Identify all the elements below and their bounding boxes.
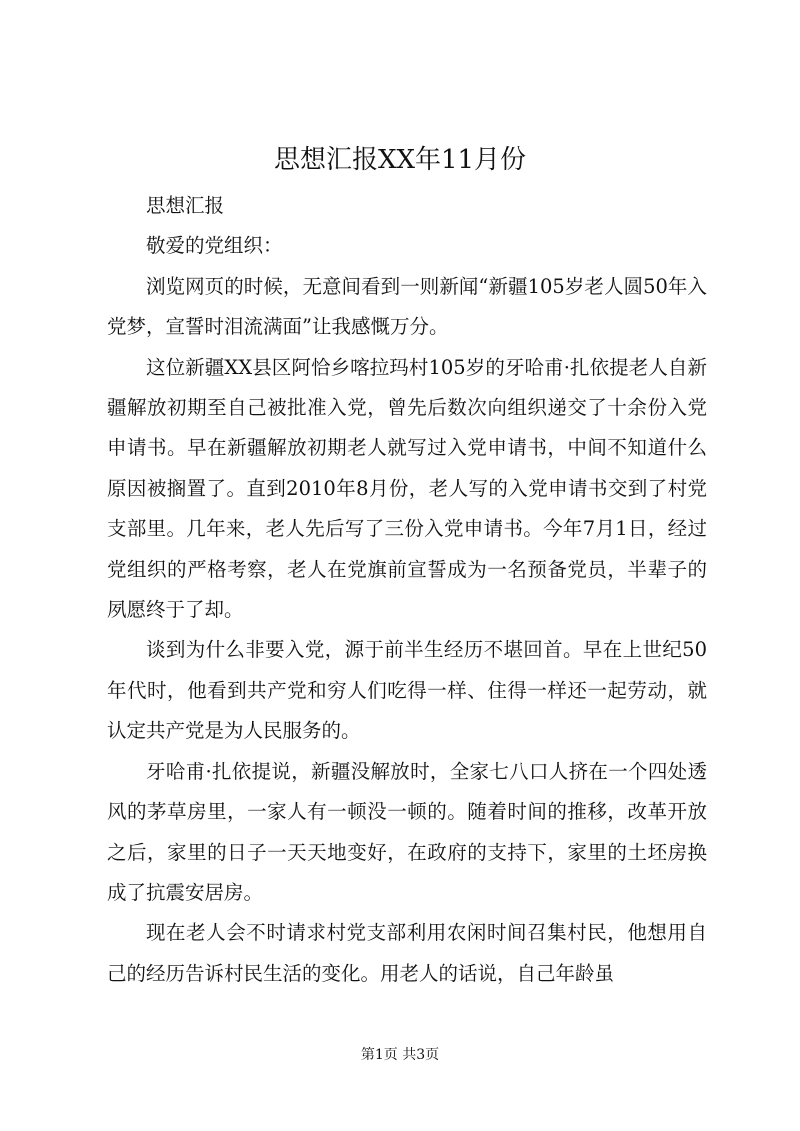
page-title: 思想汇报XX年11月份: [273, 145, 527, 175]
page-number-footer: 第1页 共3页: [360, 1047, 440, 1063]
paragraph-2: 这位新疆XX县区阿恰乡喀拉玛村105岁的牙哈甫·扎依提老人自新疆解放初期至自己被批准入党，曾先后数次向组织递交了十余份入党申请书。早在新疆解放初期老人就写过入党申请书，中间不知道什么原因被搁置了。直到2010年8月份，老人写的入党申请书交到了村党支部里。几年来，老人先后写了三份入党申请书。今年7月1日，经过党组织的严格考察，老人在党旗前宣誓成为一名预备党员，半辈子的夙愿终于了却。: [107, 355, 707, 622]
paragraph-1: 浏览网页的时候，无意间看到一则新闻“新疆105岁老人圆50年入党梦，宣誓时泪流满面”让我感慨万分。: [107, 274, 707, 339]
paragraph-5: 现在老人会不时请求村党支部利用农闲时间召集村民，他想用自己的经历告诉村民生活的变化。用老人的话说，自己年龄虽: [107, 921, 707, 985]
document-body: [107, 186, 707, 994]
paragraph-3: 谈到为什么非要入党，源于前半生经历不堪回首。早在上世纪50年代时，他看到共产党和穷人们吃得一样、住得一样还一起劳动，就认定共产党是为人民服务的。: [107, 638, 707, 743]
paragraph-4: 牙哈甫·扎依提说，新疆没解放时，全家七八口人挤在一个四处透风的茅草房里，一家人有一顿没一顿的。随着时间的推移，改革开放之后，家里的日子一天天地变好，在政府的支持下，家里的土坯房换成了抗震安居房。: [107, 759, 707, 904]
paragraph-heading: 思想汇报: [146, 194, 225, 217]
paragraph-salutation: 敬爱的党组织：: [146, 234, 283, 258]
